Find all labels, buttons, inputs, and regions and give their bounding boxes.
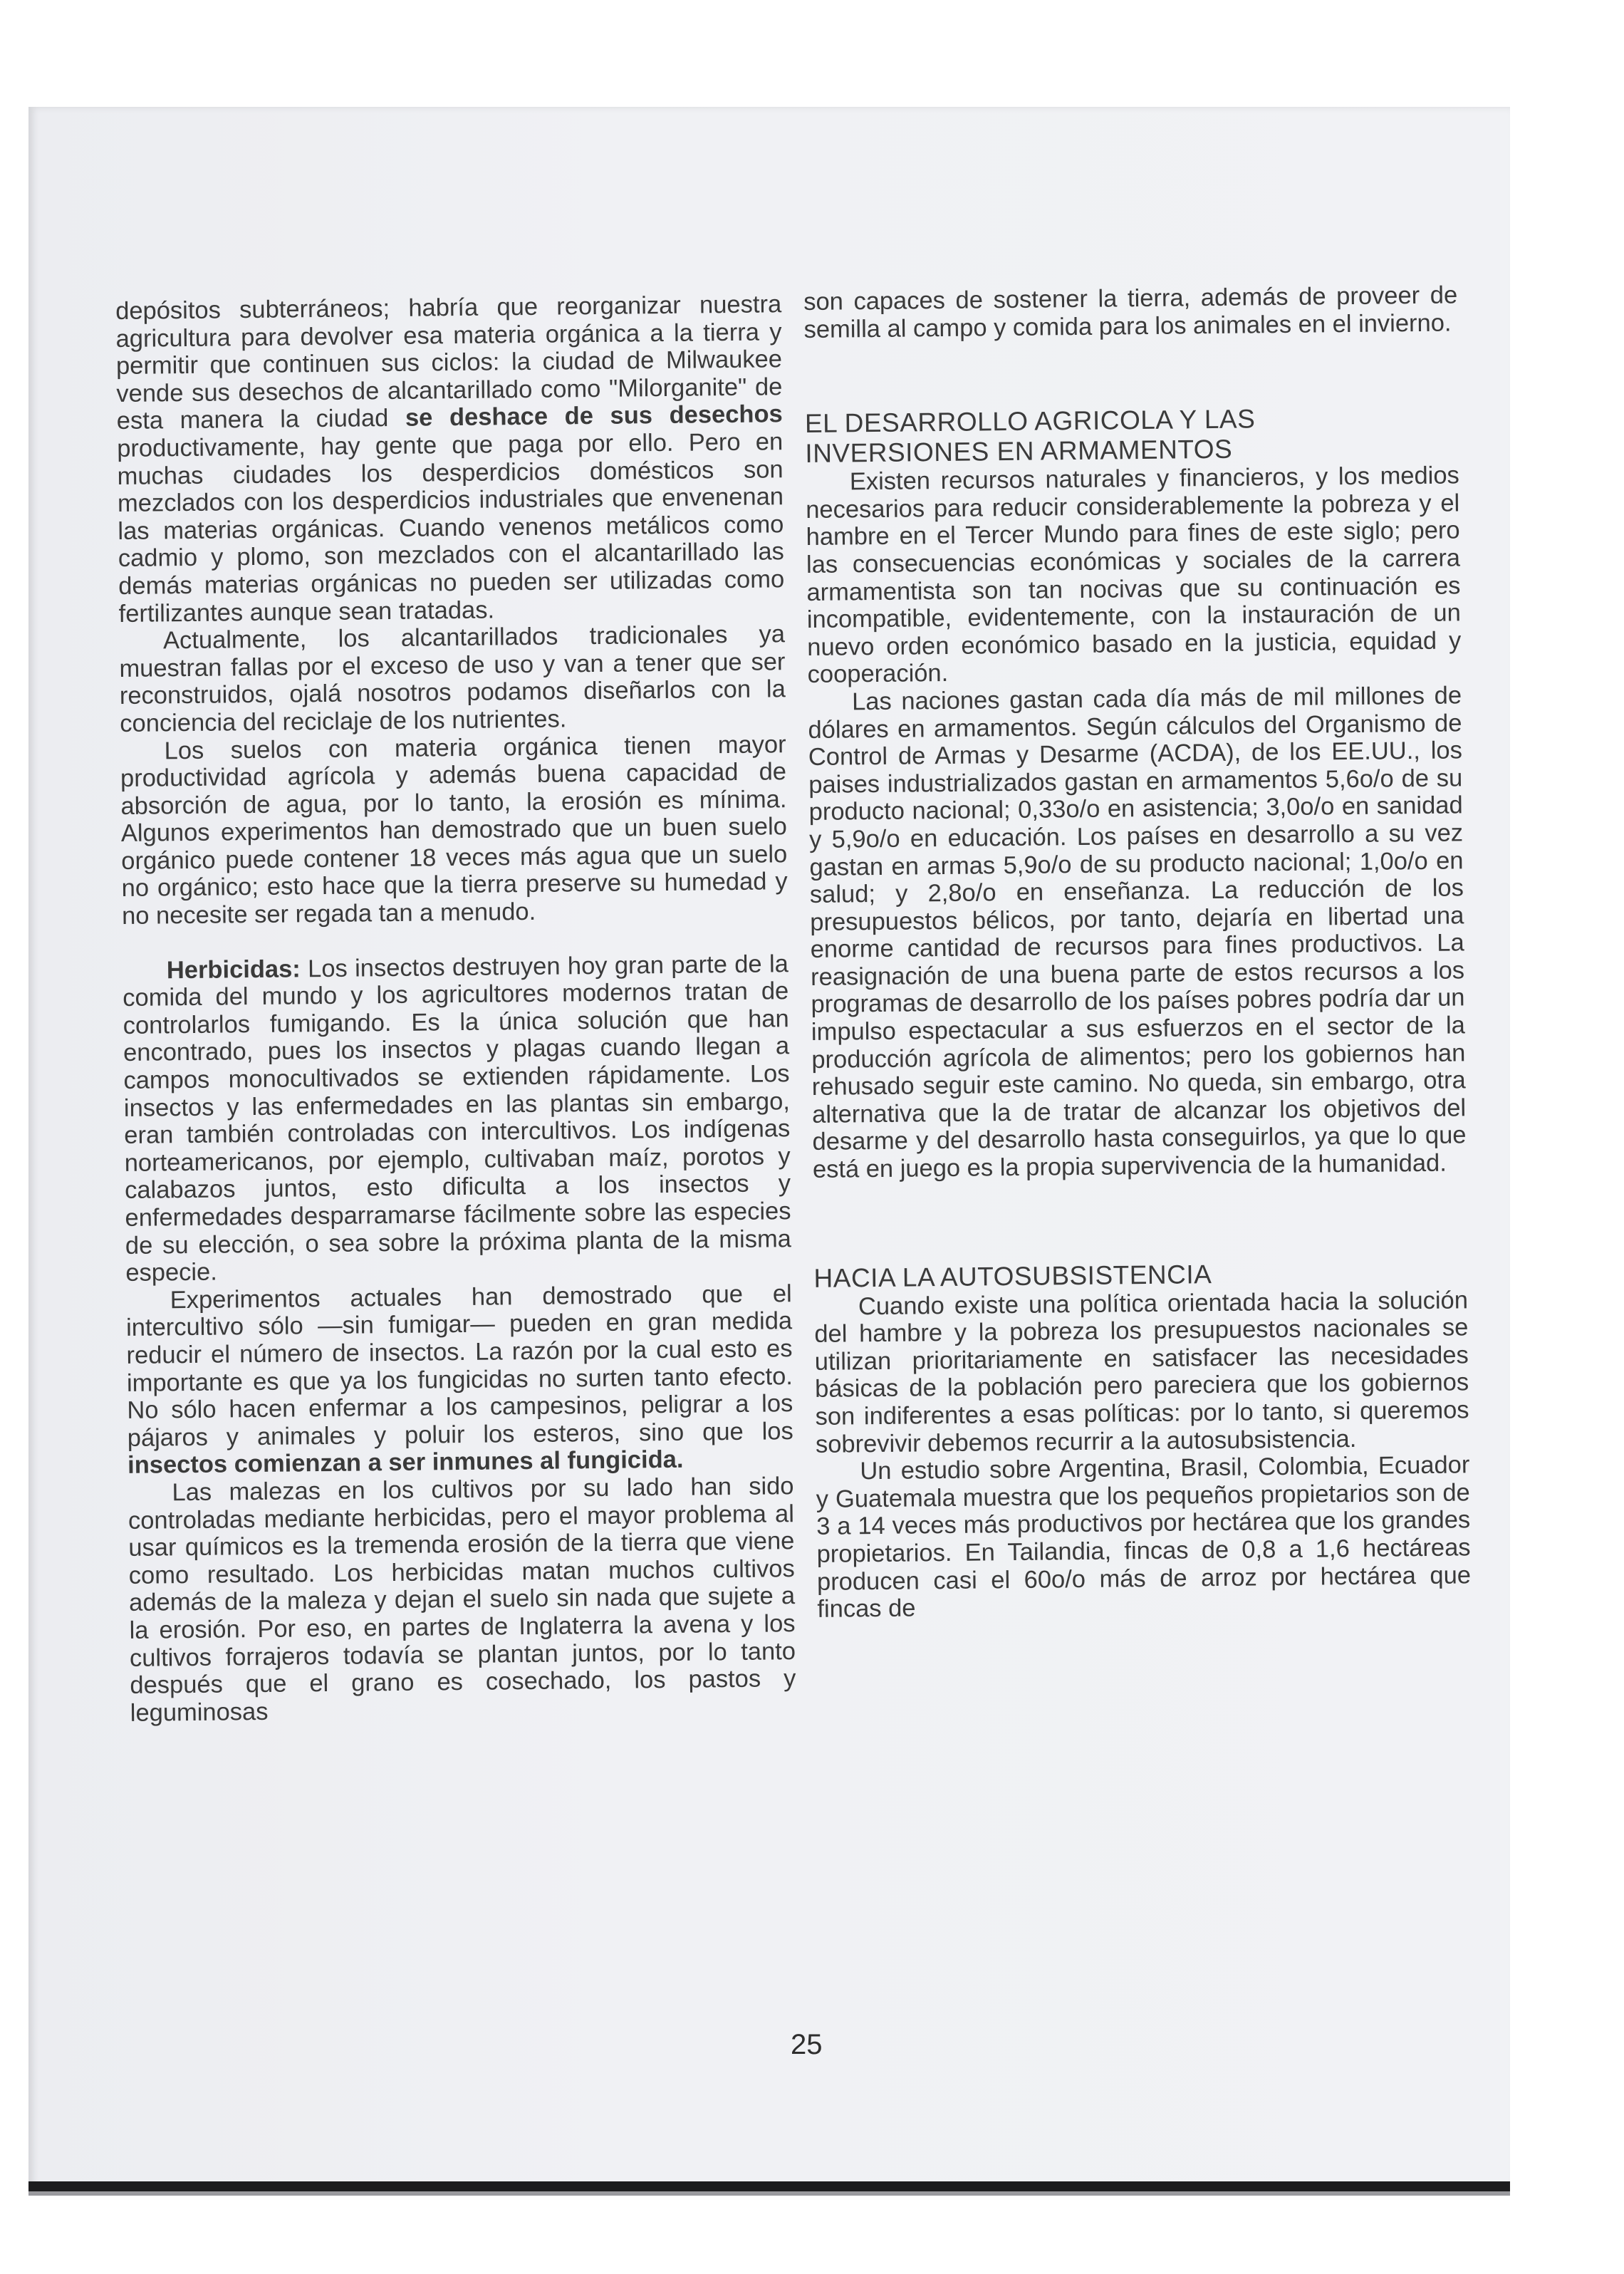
heading-line: EL DESARROLLO AGRICOLA Y LAS: [804, 404, 1256, 439]
scan-margin: [0, 0, 28, 2274]
page-bottom-edge: [28, 2181, 1510, 2191]
paragraph-text: depósitos subterráneos; habría que reorganizar nuestra agricultura para devolver esa materia orgánica a la tierra y permitir que continuen sus ciclos: la ciudad de Milwaukee vende sus desechos de alcantarillado como "Milorganite" de esta manera la ciudad: [115, 291, 783, 435]
paragraph-text: Experimentos actuales han demostrado que el intercultivo sólo —sin fumigar— pueden en gran medida reducir el número de insectos. La razón por la cual esto es importante es que ya los fungicidas no surten tanto efecto. No sólo hacen enfermar a los campesinos, peligrar a los pájaros y animales y poluir los esteros, sino que los: [125, 1279, 793, 1452]
page-bottom-shadow: [28, 2191, 1510, 2196]
paragraph-text: productivamente, hay gente que paga por ello. Pero en muchas ciudades los desperdicios domésticos son mezclados con los desperdicios industriales que envenenan las materias orgánicas. Cuando venenos metálicos como cadmio y plomo, son mezclados con el alcantarillado las demás materias orgánicas no pueden ser utilizadas como fertilizantes aunque sean tratadas.: [117, 428, 785, 628]
section-heading: [805, 403, 1459, 469]
paragraph: Los suelos con materia orgánica tienen mayor productividad agrícola y además buena capacidad de absorción de agua, por lo tanto, la erosión es mínima. Algunos experimentos han demostrado que un buen suelo orgánico puede contener 18 veces más agua que un suelo no orgánico; esto hace que la tierra preserve su humedad y no necesite ser regada tan a menudo.: [120, 730, 788, 930]
paragraph: Un estudio sobre Argentina, Brasil, Colombia, Ecuador y Guatemala muestra que los pequeños propietarios son de 3 a 14 veces más productivos por hectárea que los grandes propietarios. En Tailandia, fincas de 0,8 a 1,6 hectáreas producen casi el 60o/o más de arroz por hectárea que fincas de: [816, 1451, 1472, 1624]
left-column: [115, 291, 796, 1727]
paragraph-text: Los insectos destruyen hoy gran parte de la comida del mundo y los agricultores modernos tratan de controlarlos fumigando. Es la única solución que han encontrado, pues los insectos y plagas cuando llegan a campos monocultivados se extienden rápidamente. Los insectos y las enfermedades en las plantas sin embargo, eran también controladas con intercultivos. Los indígenas norteamericanos, por ejemplo, cultivaban maíz, porotos y calabazos juntos, esto dificulta a los insectos y enfermedades desparramarse fácilmente sobre las especies de su elección, o sea sobre la próxima planta de la misma especie.: [123, 950, 792, 1287]
paragraph: [126, 1280, 794, 1480]
paragraph: Cuando existe una política orientada hacia la solución del hambre y la pobreza los presupuestos nacionales se utilizan prioritariamente en satisfacer las necesidades básicas de la población pero pareciera que los gobiernos son indiferentes a esas políticas: por lo tanto, si queremos sobrevivir debemos recurrir a la autosubsistencia.: [814, 1286, 1469, 1458]
paragraph: Las malezas en los cultivos por su lado han sido controladas mediante herbicidas, pero el mayor problema al usar químicos es la tremenda erosión de la tierra que viene como resultado. Los herbicidas matan muchos cultivos además de la maleza y dejan el suelo sin nada que sujete a la erosión. Por eso, en partes de Inglaterra la avena y los cultivos forrajeros todavía se plantan juntos, por lo tanto después que el grano es cosechado, los pastos y leguminosas: [127, 1473, 796, 1727]
paragraph: Existen recursos naturales y financieros, y los medios necesarios para reducir considerablemente la pobreza y el hambre en el Tercer Mundo para fines de este siglo; pero las consecuencias económicas y sociales de la carrera armamentista son tan nocivas que su continuación es incompatible, evidentemente, con la instauración de un nuevo orden económico basado en la justicia, equidad y cooperación.: [806, 462, 1462, 689]
right-column: [803, 281, 1472, 1623]
heading-line: INVERSIONES EN ARMAMENTOS: [805, 434, 1233, 469]
bold-phrase: se deshace de sus desechos: [405, 400, 783, 432]
bold-phrase: insectos comienzan a ser inmunes al fungicida.: [127, 1446, 684, 1480]
paragraph: [123, 950, 792, 1287]
section-label-herbicidas: Herbicidas:: [166, 955, 301, 984]
paragraph: son capaces de sostener la tierra, además de proveer de semilla al campo y comida para los animales en el invierno.: [803, 281, 1458, 343]
paragraph: [115, 291, 785, 628]
page-number: 25: [791, 2029, 823, 2060]
paragraph: Actualmente, los alcantarillados tradicionales ya muestran fallas por el exceso de uso y van a tener que ser reconstruidos, ojalá nosotros podamos diseñarlos con la conciencia del reciclaje de los nutrientes.: [119, 621, 786, 737]
paragraph: Las naciones gastan cada día más de mil millones de dólares en armamentos. Según cálculos del Organismo de Control de Armas y Desarme (ACDA), de los EE.UU., los paises industrializados gastan en armamentos 5,6o/o de su producto nacional; 0,33o/o en asistencia; 3,0o/o en sanidad y 5,9o/o en educación. Los países en desarrollo a su vez gastan en armas 5,9o/o de su producto nacional; 1,0o/o en salud; y 2,8o/o en enseñanza. La reducción de los presupuestos bélicos, por tanto, dejaría en libertad una enorme cantidad de recursos para fines productivos. La reasignación de una buena parte de estos recursos a los programas de desarrollo de los países pobres podría dar un impulso espectacular a sus esfuerzos en el sector de la producción agrícola de alimentos; pero los gobiernos han rehusado seguir este camino. No queda, sin embargo, otra alternativa que la de tratar de alcanzar los objetivos del desarme y del desarrollo hasta conseguirlos, ya que lo que está en juego es la propia supervivencia de la humanidad.: [808, 682, 1467, 1183]
section-heading: HACIA LA AUTOSUBSISTENCIA: [813, 1259, 1212, 1293]
